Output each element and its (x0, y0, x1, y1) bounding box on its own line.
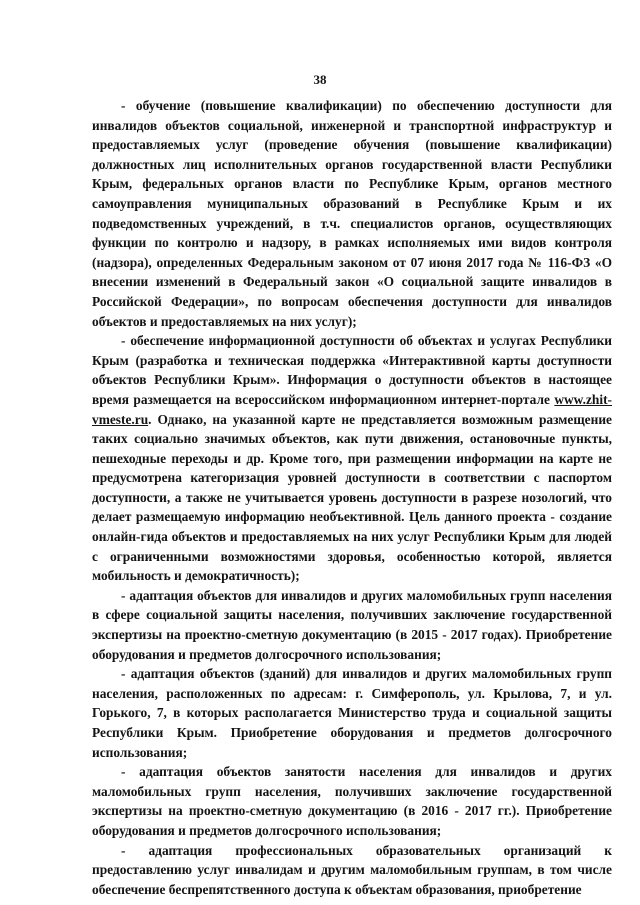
paragraph-ministry-buildings: - адаптация объектов (зданий) для инвалидов и других маломобильных групп населения, расположенных по адресам: г. Симферополь, ул. Крылова, 7, и ул. Горького, 7, в которых располагается Министерство труда и социальной защиты Республики Крым. Приобретение оборудования и предметов долгосрочного использования; (92, 666, 612, 760)
paragraph-social-protection-objects: - адаптация объектов для инвалидов и других маломобильных групп населения в сфере социальной защиты населения, получивших заключение государственной экспертизы на проектно-сметную документацию (в 2015 - 2017 годах). Приобретение оборудования и предметов долгосрочного использования; (92, 587, 612, 662)
paragraph-employment-objects: - адаптация объектов занятости населения для инвалидов и других маломобильных групп населения, получивших заключение государственной экспертизы на проектно-сметную документацию (в 2016 - 2017 гг.). Приобретение оборудования и предметов долгосрочного использования; (92, 764, 612, 838)
portal-link[interactable]: www.zhit-vmeste.ru (92, 391, 612, 427)
paragraph-training: - обучение (повышение квалификации) по обеспечению доступности для инвалидов объектов социальной, инженерной и транспортной инфраструктур и предоставляемых услуг (проведение обучения (повышение квалификации) должностных лиц исполнительных органов государственной власти Республики Крым, федеральных органов власти по Республике Крым, органов местного самоуправления муниципальных образований в Республике Крым и их подведомственных учреждений, в т.ч. специалистов органов, осуществляющих функции по контролю и надзору, в рамках исполняемых ими видов контроля (надзора), определенных Федеральным законом от 07 июня 2017 года № 116-ФЗ «О внесении изменений в Федеральный закон «О социальной защите инвалидов в Российской Федерации», по вопросам обеспечения доступности для инвалидов объектов и предоставляемых на них услуг); (92, 98, 612, 329)
body-text (92, 96, 612, 899)
paragraph-education-organizations: - адаптация профессиональных образовательных организаций к предоставлению услуг инвалидам и другим маломобильным группам, в том числе обеспечение беспрепятственного доступа к объектам образования, приобретение (92, 842, 612, 897)
page-number: 38 (313, 72, 327, 87)
paragraph-text: - обеспечение информационной доступности об объектах и услугах Республики Крым (разработка и техническая поддержка «Интерактивной карты доступности объектов Республики Крым». Информация о доступности объектов в настоящее время размещается на всероссийском информационном интернет-портале (92, 333, 612, 407)
paragraph-information-accessibility (92, 331, 612, 586)
paragraph-text: . Однако, на указанной карте не представляется возможным размещение таких социально значимых объектов, как пути движения, остановочные пункты, пешеходные переходы и др. Кроме того, при размещении информации на карте не предусмотрена категоризация уровней доступности в соответствии с паспортом доступности, а также не учитывается уровень доступности в разрезе нозологий, что делает размещаемую информацию необъективной. Цель данного проекта - создание онлайн-гида объектов и предоставляемых на них услуг Республики Крым для людей с ограниченными возможностями здоровья, особенностью которой, является мобильность и демократичность); (92, 411, 612, 584)
